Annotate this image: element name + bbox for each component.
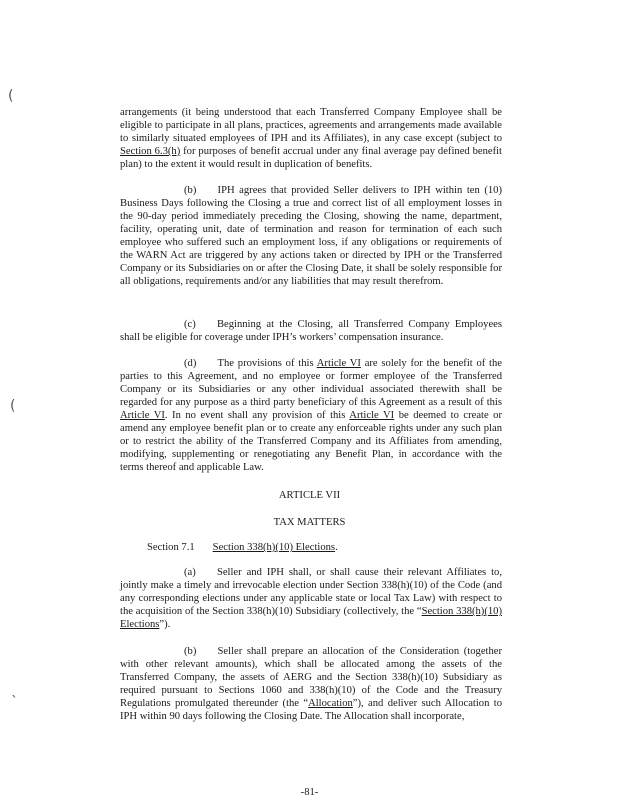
- article-heading: ARTICLE VII: [278, 490, 341, 501]
- defined-term: Allocation: [308, 698, 353, 709]
- paragraph-b-warn-act: (b) IPH agrees that provided Seller delivers to IPH within ten (10) Business Days following the Closing a true and correct list of all employment losses in the 90-day period immediately preceding the Closing, showing the name, department, facility, operating unit, date of termination and reason for termination of each such employee who suffered such an employment loss, if any obligations or requirements of the WARN Act are triggered by any actions taken or directed by IPH or the Transferred Company or its Subsidiaries on or after the Closing Date, it shall be solely responsible for all obligations, requirements and/or any liabilities that may result therefrom.: [120, 185, 502, 287]
- paragraph-c-workers-comp: (c) Beginning at the Closing, all Transferred Company Employees shall be eligible for coverage under IPH’s workers’ compensation insurance.: [120, 319, 502, 343]
- article-reference: Article VI: [316, 358, 361, 369]
- section-title: Section 338(h)(10) Elections: [212, 542, 336, 553]
- article-title: TAX MATTERS: [273, 517, 346, 528]
- section-number: Section 7.1: [147, 542, 195, 553]
- paragraph-a-elections: (a) Seller and IPH shall, or shall cause their relevant Affiliates to, jointly make a timely and irrevocable election under Section 338(h)(10) of the Code (and any corresponding elections under any applicable state or local Tax Law) with respect to the acquisition of the Section 338(h)(10) Subsidiary (collectively, the “Section 338(h)(10) Elections”).: [120, 567, 502, 630]
- section-reference-link: Section 6.3(h): [120, 146, 181, 157]
- page-number: -81-: [300, 787, 319, 798]
- defined-term: Section 338(h)(10) Elections: [120, 606, 502, 630]
- binder-hole-mark-bottom: ˎ: [11, 682, 18, 698]
- binder-hole-mark-middle: (: [10, 398, 16, 414]
- article-reference: Article VI: [120, 410, 165, 421]
- section-heading: Section 7.1 Section 338(h)(10) Elections.: [147, 542, 338, 553]
- paragraph-d-third-party: (d) The provisions of this Article VI are solely for the benefit of the parties to this Agreement, and no employee or former employee of the Transferred Company or its Subsidiaries or any other individual associated therewith shall be regarded for any purpose as a third party beneficiary of this Agreement as a result of this Article VI. In no event shall any provision of this Article VI be deemed to create or amend any employee benefit plan or to create any enforceable rights under any such plan or to restrict the ability of the Transferred Company and its Affiliates from amending, modifying, supplementing or renegotiating any Benefit Plan, in accordance with the terms thereof and applicable Law.: [120, 358, 502, 473]
- binder-hole-mark-top: (: [8, 88, 14, 104]
- paragraph-continuation: arrangements (it being understood that each Transferred Company Employee shall be eligible to participate in all plans, practices, agreements and arrangements made available to similarly situated employees of IPH and its Affiliates), in any case except (subject to Section 6.3(h) for purposes of benefit accrual under any final average pay defined benefit plan) to the extent it would result in duplication of benefits.: [120, 107, 502, 170]
- paragraph-b-allocation: (b) Seller shall prepare an allocation of the Consideration (together with other relevant amounts), which shall be allocated among the assets of the Transferred Company, the assets of AERG and the Section 338(h)(10) Subsidiary as required pursuant to Sections 1060 and 338(h)(10) of the Code and the Treasury Regulations promulgated thereunder (the “Allocation”), and deliver such Allocation to IPH within 90 days following the Closing Date. The Allocation shall incorporate,: [120, 646, 502, 722]
- article-reference: Article VI: [349, 410, 395, 421]
